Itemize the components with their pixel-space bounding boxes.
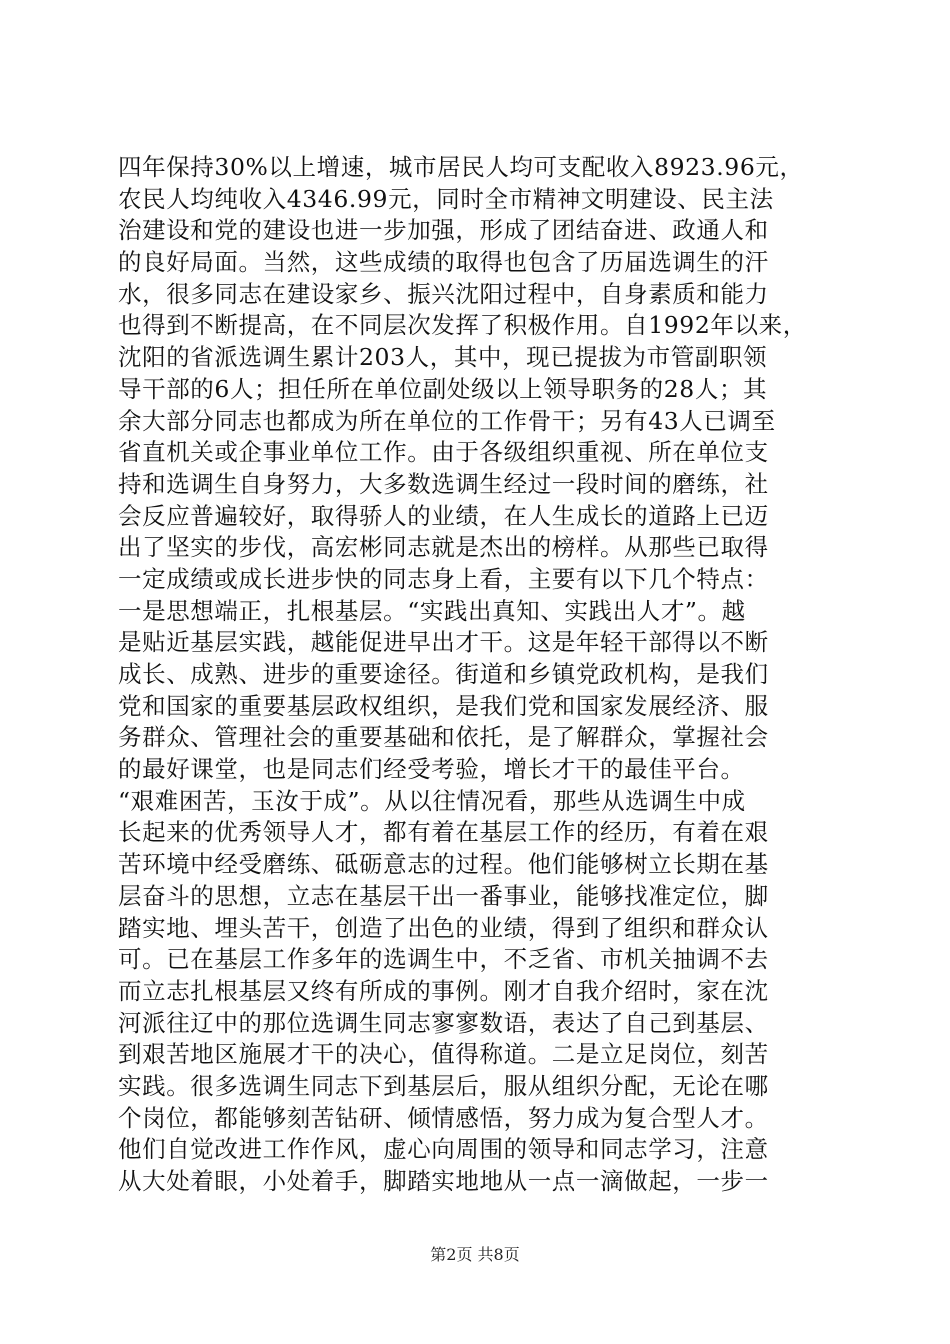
text-line: “艰难困苦，玉汝于成”。从以往情况看，那些从选调生中成 (118, 786, 746, 815)
text-line: 治建设和党的建设也进一步加强，形成了团结奋进、政通人和 (118, 216, 769, 245)
text-line: 四年保持30%以上增速，城市居民人均可支配收入8923.96元， (118, 153, 804, 181)
text-line: 水，很多同志在建设家乡、振兴沈阳过程中，自身素质和能力 (118, 279, 769, 308)
page-footer: 第2页 共8页 (430, 1245, 520, 1264)
text-line: 一是思想端正，扎根基层。“实践出真知、实践出人才”。越 (118, 596, 746, 625)
text-line: 苦环境中经受磨练、砥砺意志的过程。他们能够树立长期在基 (118, 850, 769, 879)
text-line: 河派往辽中的那位选调生同志寥寥数语，表达了自己到基层、 (118, 1008, 769, 1037)
text-line: 余大部分同志也都成为所在单位的工作骨干；另有43人已调至 (118, 406, 776, 435)
text-line: 是贴近基层实践，越能促进早出才干。这是年轻干部得以不断 (118, 628, 769, 657)
text-line: 从大处着眼，小处着手，脚踏实地地从一点一滴做起，一步一 (118, 1167, 769, 1195)
text-line: 务群众、管理社会的重要基础和依托，是了解群众，掌握社会 (118, 723, 769, 752)
text-line: 个岗位，都能够刻苦钻研、倾情感悟，努力成为复合型人才。 (118, 1103, 769, 1132)
text-line: 的良好局面。当然，这些成绩的取得也包含了历届选调生的汗 (118, 248, 769, 277)
text-line: 会反应普遍较好，取得骄人的业绩，在人生成长的道路上已迈 (118, 501, 769, 530)
text-line: 到艰苦地区施展才干的决心，值得称道。二是立足岗位，刻苦 (118, 1040, 769, 1069)
text-line: 一定成绩或成长进步快的同志身上看，主要有以下几个特点： (118, 564, 769, 593)
text-line: 党和国家的重要基层政权组织，是我们党和国家发展经济、服 (118, 691, 769, 720)
text-line: 持和选调生自身努力，大多数选调生经过一段时间的磨练，社 (118, 469, 769, 498)
text-line: 而立志扎根基层又终有所成的事例。刚才自我介绍时，家在沈 (118, 976, 769, 1005)
text-line: 的最好课堂，也是同志们经受考验，增长才干的最佳平台。 (118, 755, 745, 784)
text-line: 也得到不断提高，在不同层次发挥了积极作用。自1992年以来， (118, 311, 807, 340)
text-line: 长起来的优秀领导人才，都有着在基层工作的经历，有着在艰 (118, 818, 769, 847)
text-line: 沈阳的省派选调生累计203人，其中，现已提拔为市管副职领 (118, 343, 768, 372)
text-line: 他们自觉改进工作作风，虚心向周围的领导和同志学习，注意 (118, 1135, 769, 1164)
body-text (118, 152, 848, 1198)
text-line: 可。已在基层工作多年的选调生中，不乏省、市机关抽调不去 (118, 945, 769, 974)
text-line: 层奋斗的思想，立志在基层干出一番事业，能够找准定位，脚 (118, 881, 769, 910)
text-line: 导干部的6人；担任所在单位副处级以上领导职务的28人；其 (118, 374, 768, 403)
text-line: 出了坚实的步伐，高宏彬同志就是杰出的榜样。从那些已取得 (118, 533, 769, 562)
text-line: 成长、成熟、进步的重要途径。街道和乡镇党政机构，是我们 (118, 660, 769, 688)
text-line: 农民人均纯收入4346.99元，同时全市精神文明建设、民主法 (118, 184, 774, 213)
text-line: 踏实地、埋头苦干，创造了出色的业绩，得到了组织和群众认 (118, 913, 769, 942)
text-line: 实践。很多选调生同志下到基层后，服从组织分配，无论在哪 (118, 1071, 769, 1100)
text-line: 省直机关或企事业单位工作。由于各级组织重视、所在单位支 (118, 438, 769, 467)
